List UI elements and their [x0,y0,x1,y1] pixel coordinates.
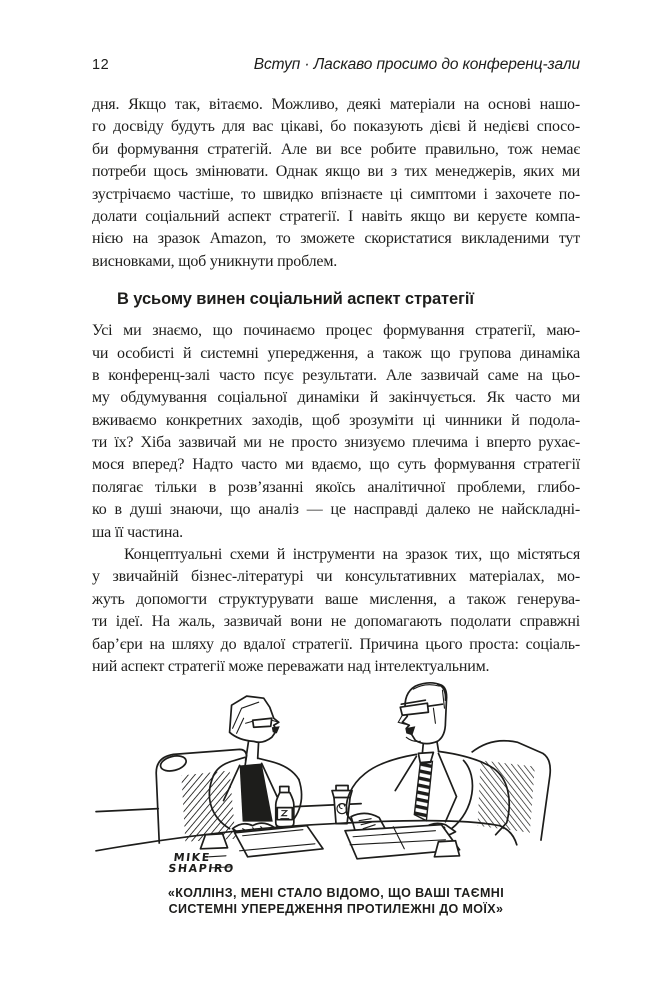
text-line: чи особисті й системні упередження, а також що групова динаміка [92,344,580,362]
water-bottle [276,787,294,827]
text-line: Концептуальні схеми й інструменти на зразок тих, що містяться [124,546,580,564]
text-line: у звичайній бізнес-літературі чи консультативних матеріалах, мо- [92,568,580,586]
text-line: ти ідеї. На жаль, зазвичай вони не допомагають подолати справжні [92,613,580,631]
text-line: Усі ми знаємо, що починаємо процес формування стратегії, маю- [92,322,580,340]
paragraph [92,94,580,273]
text-line: бар’єри на шляху до вдалої стратегії. Причина цього проста: соціаль- [92,635,580,653]
right-chair [472,741,551,841]
svg-text:MIKE: MIKE [172,851,212,865]
text-column [92,94,580,678]
text-line: потреби щось змінювати. Однак якщо ви з тих менеджерів, яких ми [92,163,580,181]
running-head [92,56,580,74]
text-line: висновками, щоб уникнути проблем. [92,252,338,270]
section-heading: В усьому винен соціальний аспект стратегії [117,290,474,309]
table-back-edge [96,809,158,812]
text-line: СИСТЕМНІ УПЕРЕДЖЕННЯ ПРОТИЛЕЖНІ ДО МОЇХ» [168,901,504,916]
text-line: му обдумування соціальної динаміки й закінчується. Як часто ми [92,389,580,407]
conference-cartoon [92,678,574,879]
cartoon-illustration [92,678,580,879]
svg-text:SHAPIRO: SHAPIRO [167,862,236,876]
artist-signature [168,851,237,875]
text-line: дня. Якщо так, вітаємо. Можливо, деякі матеріали на основі нашо- [92,96,580,113]
text-line: би формування стратегій. Але ви все робите правильно, тож немає [92,140,580,158]
paragraph [92,320,580,544]
text-line: «КОЛЛІНЗ, МЕНІ СТАЛО ВІДОМО, ЩО ВАШІ ТАЄМНІ [167,886,505,901]
text-line: го досвіду будуть для вас цікаві, бо показують дієві й недієві спосо- [92,118,580,136]
text-line: ти їх? Хіба зазвичай ми не просто знизуємо плечима і вперто рухає- [92,434,580,452]
text-line: ша її частина. [92,523,183,541]
text-line: полягає тільки в розв’язанні якоїсь аналітичної проблеми, глибо- [92,478,580,496]
coaster-left [200,834,227,849]
page-number: 12 [92,57,110,73]
table-back-edge [295,804,361,807]
text-line: ко в душі знаючи, що аналіз — це насправді далеко не найскладні- [92,501,580,519]
text-line: вживаємо конкретних заходів, щоб зрозуміти ці чинники й подола- [92,411,580,429]
text-line: зустрічаємо частіше, то швидко впізнаєте ці симптоми і захочете по- [92,185,580,203]
text-line: в конференц-залі часто псує результати. Але зазвичай саме на цьо- [92,366,580,384]
text-line: долати соціальний аспект стратегії. І навіть якщо ви керуєте компа- [92,207,580,225]
text-line: ний аспект стратегії може переважати над інтелектуальним. [92,657,490,675]
running-title: Вступ · Ласкаво просимо до конференц-зали [253,56,580,73]
text-line: мося вперед? Надто часто ми вдаємо, що суть формування стратегії [92,456,580,474]
cartoon-caption [92,886,580,917]
coaster-right [434,841,459,857]
text-line: нією на зразок Amazon, то зможете скористатися викладеними тут [92,230,580,248]
text-line: жуть допомогти структурувати ваше мислення, а також генерува- [92,590,580,608]
paragraph [92,544,580,678]
